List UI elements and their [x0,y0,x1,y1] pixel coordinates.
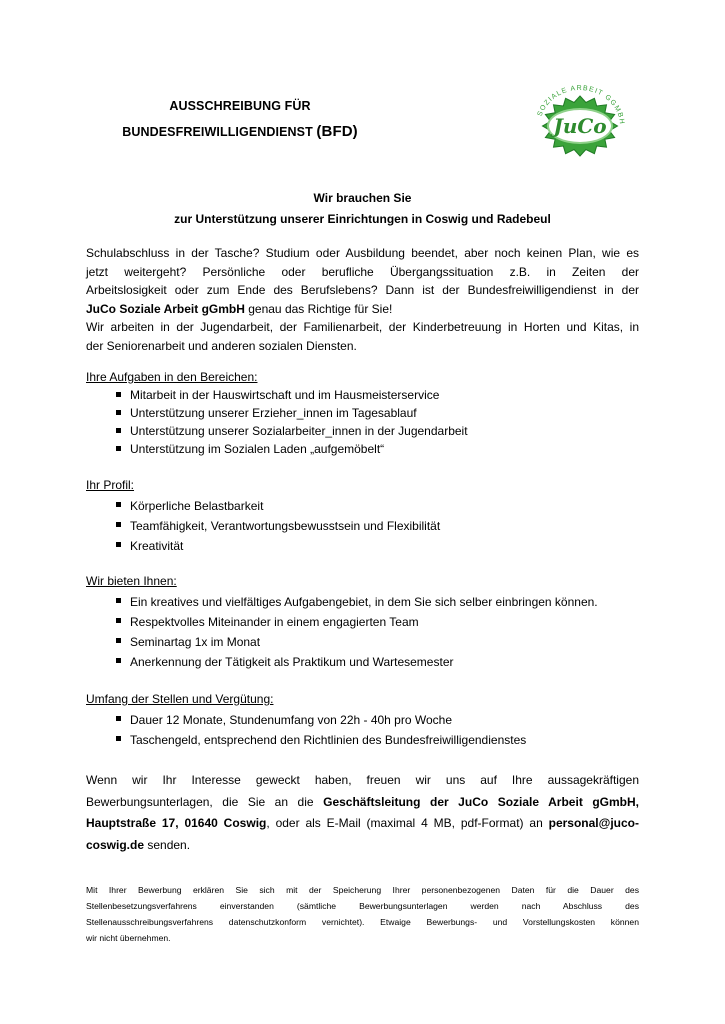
bullet-list [86,592,639,672]
closing-text: , oder als E-Mail (maximal 4 MB, pdf-Format) an [266,816,549,830]
intro-line: Schulabschluss in der Tasche? Studium oder Ausbildung beendet, aber noch keinen Plan, wie es [86,246,639,260]
postal-address: Hauptstraße 17, 01640 Coswig [86,816,267,830]
privacy-footnote [86,882,639,946]
subheading [86,188,639,230]
closing-text: Bewerbungsunterlagen, die Sie an die [86,794,324,809]
subheading-line-2: zur Unterstützung unserer Einrichtungen in Coswig und Radebeul [174,212,551,226]
list-item: Respektvolles Miteinander in einem engagierten Team [86,612,639,632]
list-item: Mitarbeit in der Hauswirtschaft und im Hausmeisterservice [86,386,639,404]
title-line-2 [120,119,360,145]
section-tasks [86,368,639,458]
footnote-line: Mit Ihrer Bewerbung erklären Sie sich mit der Speicherung Ihrer personenbezogenen Daten für die Dauer des [86,885,639,895]
section-heading: Ihre Aufgaben in den Bereichen: [86,370,258,384]
subheading-line-1: Wir brauchen Sie [313,191,412,205]
section-scope [86,690,639,750]
bullet-list [86,386,639,458]
closing-line [86,813,639,835]
closing-line: Wenn wir Ihr Interesse geweckt haben, freuen wir uns auf Ihre aussagekräftigen [86,773,639,787]
bullet-list [86,710,639,750]
closing-line [86,835,639,857]
footnote-line: wir nicht übernehmen. [86,933,171,943]
closing-paragraph [86,770,639,856]
juco-logo [520,76,640,164]
intro-line-rest: genau das Richtige für Sie! [244,301,393,316]
bullet-list [86,496,639,556]
logo-brand-text: JuCo [553,114,607,138]
email-address-part-1: personal@juco- [548,816,640,830]
email-address-part-2: coswig.de [86,837,145,852]
intro-paragraph [86,244,639,355]
recipient-name: Geschäftsleitung der JuCo Soziale Arbeit gGmbH, [323,794,639,809]
list-item: Teamfähigkeit, Verantwortungsbewusstsein und Flexibilität [86,516,639,536]
section-offer [86,572,639,672]
list-item: Kreativität [86,536,639,556]
title-program: BUNDESFREIWILLIGENDIENST [122,125,313,139]
intro-line: Wir arbeiten in der Jugendarbeit, der Familienarbeit, der Kinderbetreuung in Horten und Kitas, in [86,320,639,334]
closing-text: senden. [144,837,191,852]
section-profile [86,476,639,556]
document-title [120,94,360,145]
list-item: Anerkennung der Tätigkeit als Praktikum und Wartesemester [86,652,639,672]
section-heading: Umfang der Stellen und Vergütung: [86,692,274,706]
footnote-line: Stellenausschreibungsverfahrens datenschutzkonform vernichtet). Etwaige Bewerbungs- und Vorstellungskosten können [86,917,639,927]
title-abbreviation: (BFD) [316,123,358,140]
list-item: Seminartag 1x im Monat [86,632,639,652]
intro-line: jetzt weitergeht? Persönliche oder berufliche Übergangssituation z.B. in Zeiten der [86,264,639,279]
title-line-1: AUSSCHREIBUNG FÜR [169,99,311,113]
intro-line: der Seniorenarbeit und anderen sozialen Diensten. [86,338,357,353]
section-heading: Ihr Profil: [86,478,135,492]
list-item: Unterstützung im Sozialen Laden „aufgemöbelt“ [86,440,639,458]
list-item: Dauer 12 Monate, Stundenumfang von 22h - 40h pro Woche [86,710,639,730]
list-item: Unterstützung unserer Sozialarbeiter_innen in der Jugendarbeit [86,422,639,440]
closing-line [86,792,639,814]
list-item: Taschengeld, entsprechend den Richtlinien des Bundesfreiwilligendienstes [86,730,639,750]
intro-line: Arbeitslosigkeit oder zum Ende des Berufslebens? Dann ist der Bundesfreiwilligendienst in der [86,283,639,297]
logo-arc-text: SOZIALE ARBEIT GGMBH [536,84,626,126]
section-heading: Wir bieten Ihnen: [86,574,177,588]
list-item: Ein kreatives und vielfältiges Aufgabengebiet, in dem Sie sich selber einbringen können. [86,592,639,612]
list-item: Körperliche Belastbarkeit [86,496,639,516]
footnote-line: Stellenbesetzungsverfahrens einverstanden (sämtliche Bewerbungsunterlagen werden nach Abschluss des [86,901,639,911]
company-name: JuCo Soziale Arbeit gGmbH [86,301,245,316]
intro-line [86,300,639,319]
list-item: Unterstützung unserer Erzieher_innen im Tagesablauf [86,404,639,422]
